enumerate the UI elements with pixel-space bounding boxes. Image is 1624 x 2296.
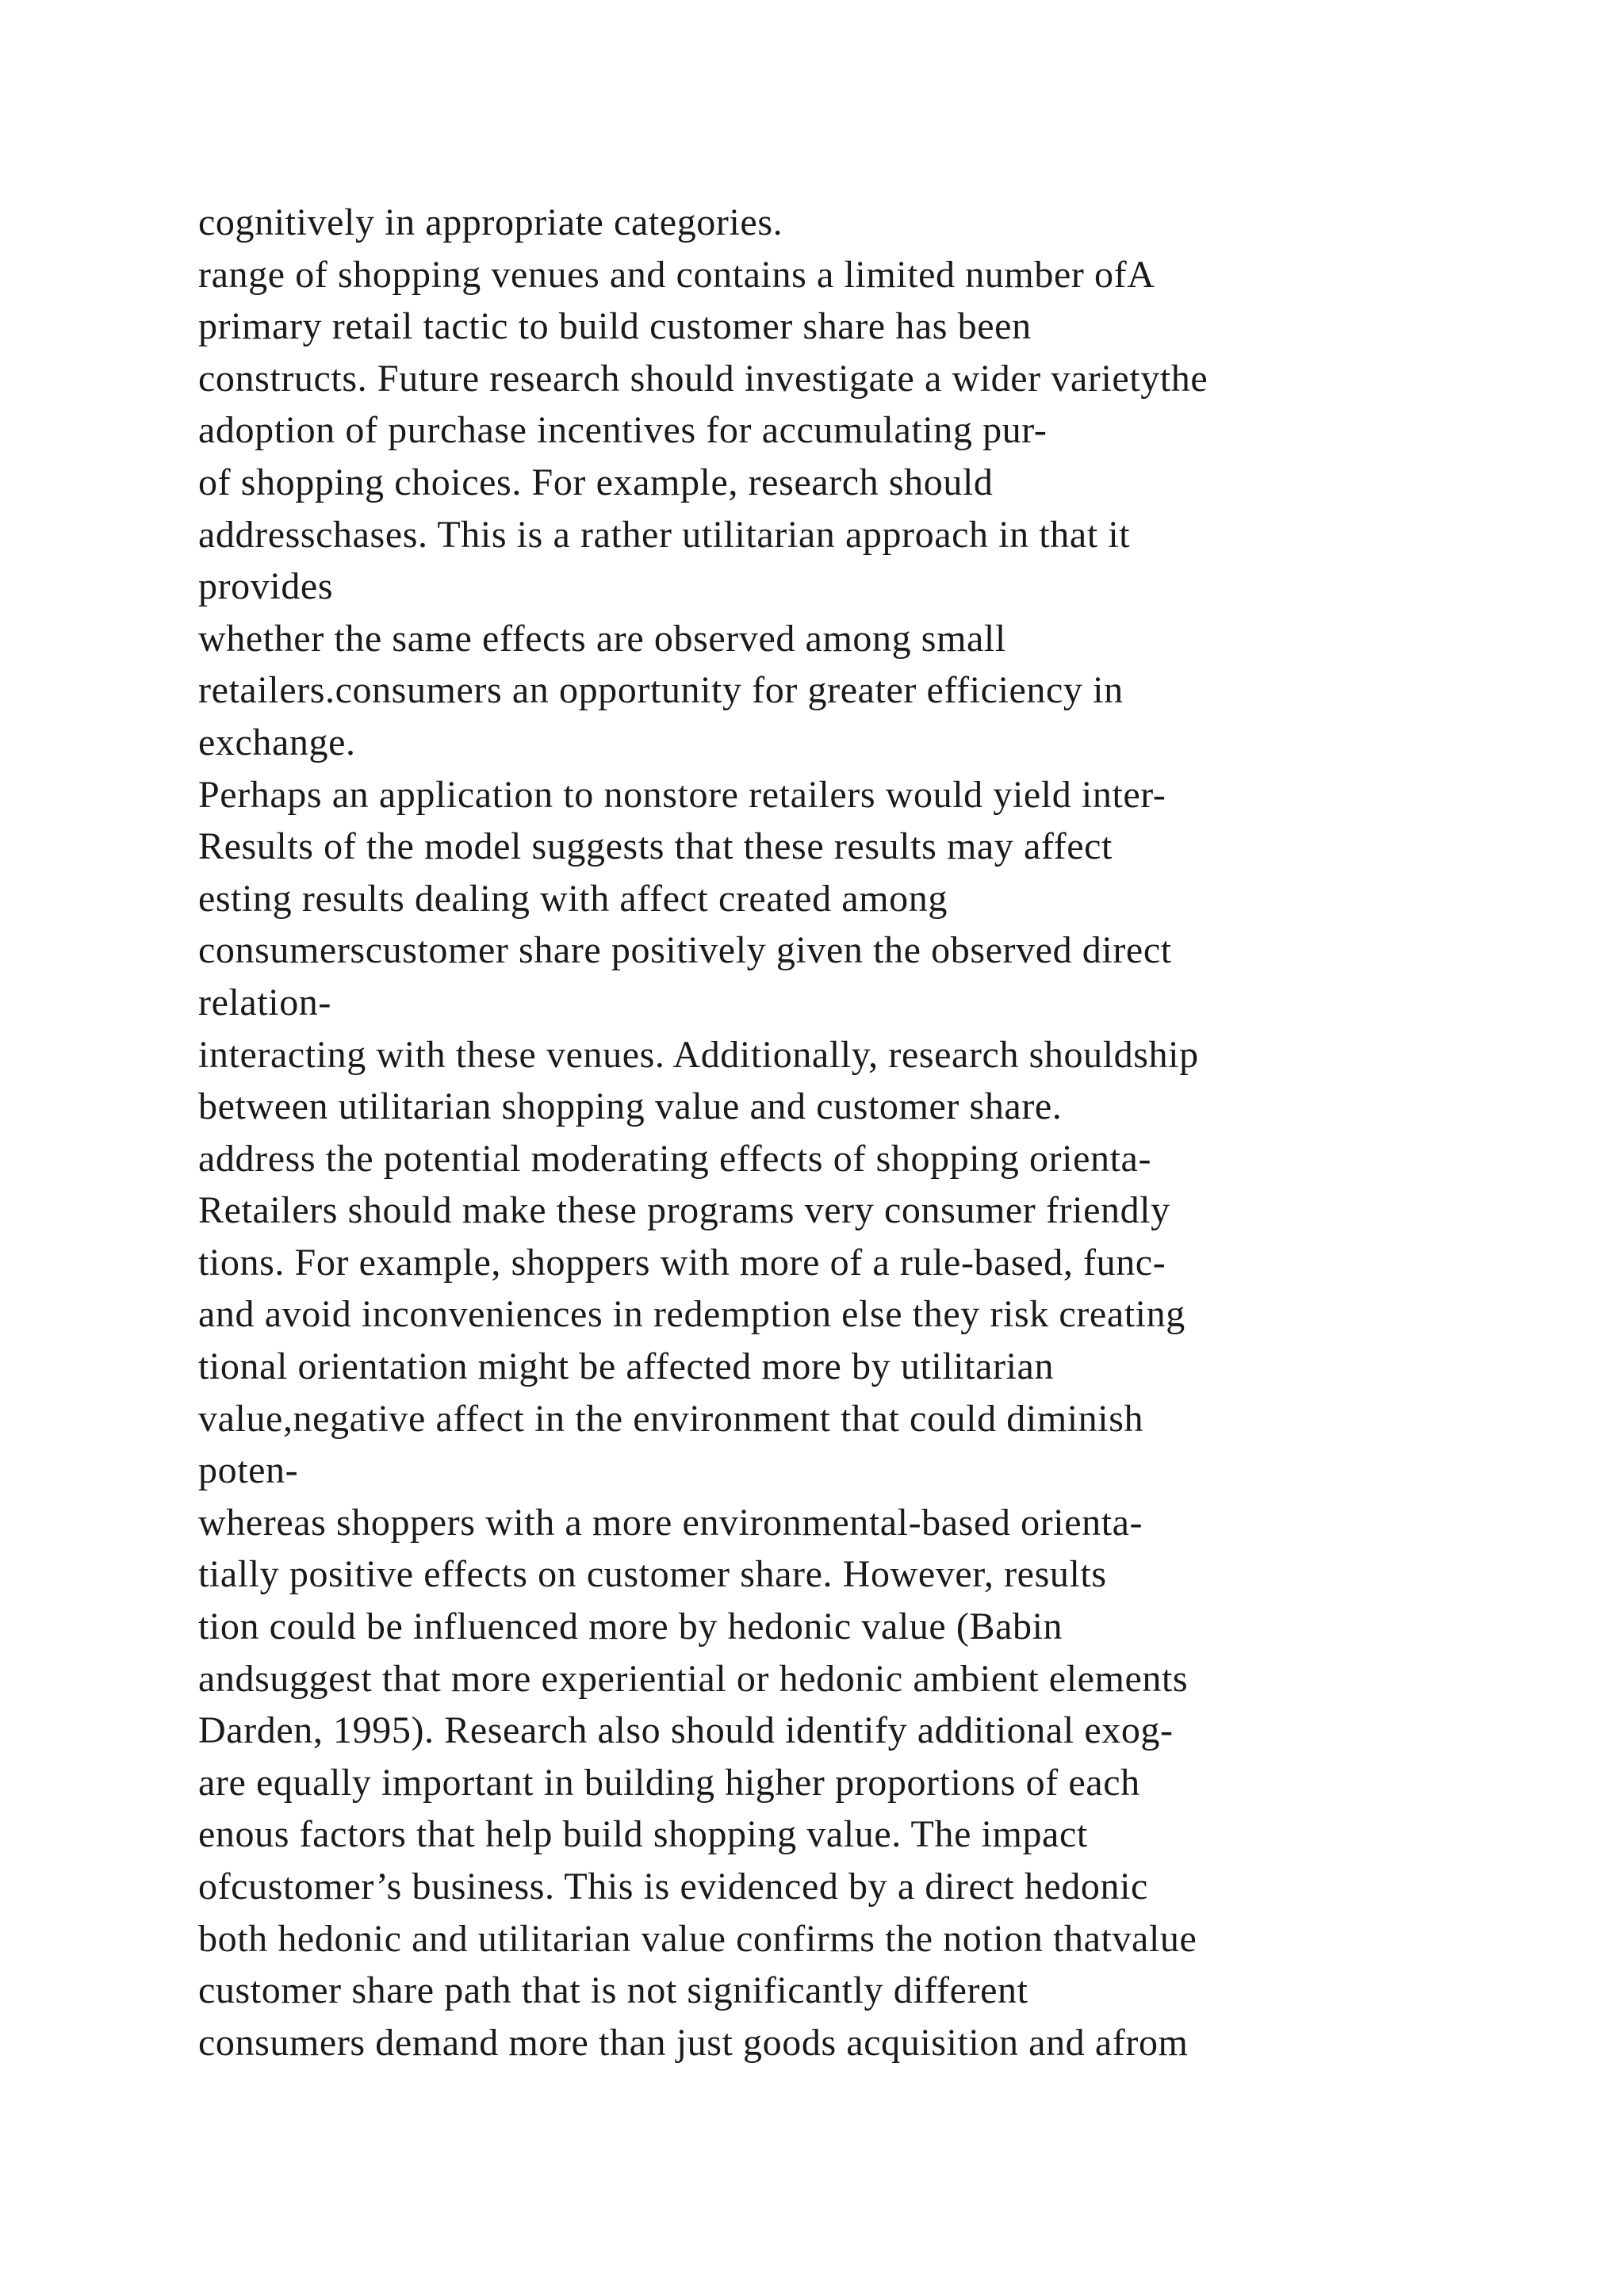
text-line: primary retail tactic to build customer share has been <box>198 305 1032 348</box>
text-line: tional orientation might be affected more by utilitarian <box>198 1345 1055 1388</box>
text-line: andsuggest that more experiential or hedonic ambient elements <box>198 1657 1189 1700</box>
text-line: address the potential moderating effects of shopping orienta- <box>198 1137 1152 1180</box>
text-line: relation- <box>198 981 331 1024</box>
text-line: constructs. Future research should investigate a wider varietythe <box>198 357 1208 400</box>
text-line: consumerscustomer share positively given the observed direct <box>198 929 1172 972</box>
text-line: enous factors that help build shopping value. The impact <box>198 1813 1088 1856</box>
text-line: adoption of purchase incentives for accumulating pur- <box>198 409 1048 452</box>
text-line: of shopping choices. For example, research should <box>198 461 994 503</box>
text-line: tions. For example, shoppers with more of a rule-based, func- <box>198 1241 1166 1284</box>
text-line: Darden, 1995). Research also should identify additional exog- <box>198 1709 1174 1752</box>
text-line: whether the same effects are observed among small <box>198 617 1006 660</box>
text-line: Results of the model suggests that these results may affect <box>198 825 1113 868</box>
text-line: provides <box>198 565 334 608</box>
text-line: and avoid inconveniences in redemption else they risk creating <box>198 1293 1185 1336</box>
text-line: addresschases. This is a rather utilitarian approach in that it <box>198 513 1131 556</box>
text-line: Retailers should make these programs very consumer friendly <box>198 1189 1170 1232</box>
text-line: esting results dealing with affect created among <box>198 877 948 920</box>
text-line: retailers.consumers an opportunity for greater efficiency in <box>198 669 1124 712</box>
text-line: range of shopping venues and contains a limited number ofA <box>198 253 1155 296</box>
body-text <box>198 197 1483 2068</box>
text-line: ofcustomer’s business. This is evidenced by a direct hedonic <box>198 1866 1148 1908</box>
text-line: consumers demand more than just goods acquisition and afrom <box>198 2021 1189 2064</box>
text-line: tion could be influenced more by hedonic value (Babin <box>198 1605 1063 1648</box>
text-line: are equally important in building higher proportions of each <box>198 1761 1140 1804</box>
text-line: tially positive effects on customer share. However, results <box>198 1553 1107 1596</box>
text-line: cognitively in appropriate categories. <box>198 201 783 243</box>
text-line: customer share path that is not significantly different <box>198 1969 1028 2012</box>
text-line: Perhaps an application to nonstore retailers would yield inter- <box>198 773 1166 816</box>
text-line: interacting with these venues. Additionally, research shouldship <box>198 1033 1199 1076</box>
text-line: value,negative affect in the environment that could diminish <box>198 1397 1144 1440</box>
text-line: poten- <box>198 1449 299 1492</box>
text-line: whereas shoppers with a more environmental-based orienta- <box>198 1501 1143 1544</box>
text-line: both hedonic and utilitarian value confirms the notion thatvalue <box>198 1917 1197 1960</box>
text-line: exchange. <box>198 721 356 763</box>
text-line: between utilitarian shopping value and customer share. <box>198 1085 1063 1128</box>
